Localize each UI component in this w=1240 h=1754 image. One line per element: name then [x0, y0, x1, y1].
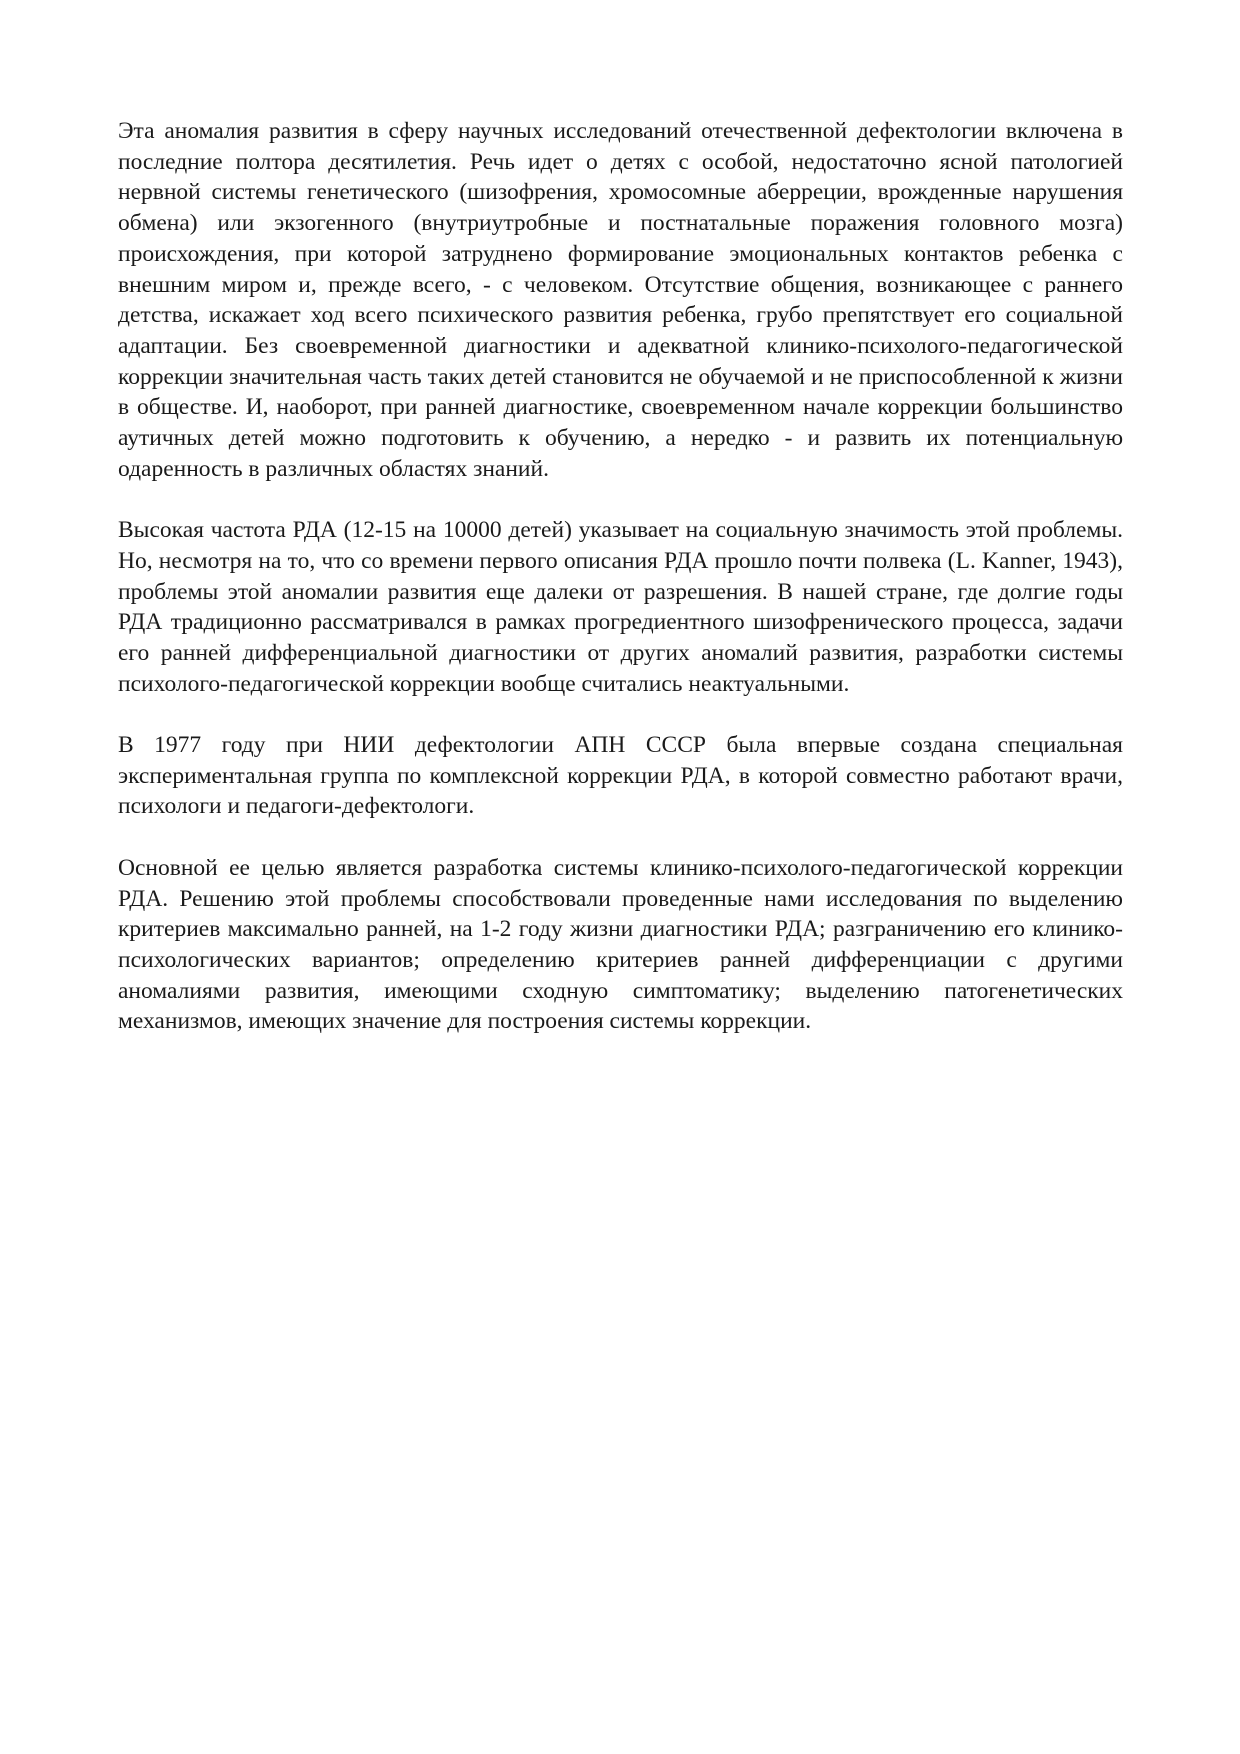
paragraph-4: Основной ее целью является разработка системы клинико-психолого-педагогической коррекции РДА. Решению этой проблемы способствовали проведенные нами исследования по выделению критериев максимально ранней, на 1-2 году жизни диагностики РДА; разграничению его клинико-психологических вариантов; определению критериев ранней дифференциации с другими аномалиями развития, имеющими сходную симптоматику; выделению патогенетических механизмов, имеющих значение для построения системы коррекции.: [118, 854, 1123, 1035]
paragraph-1: Эта аномалия развития в сферу научных исследований отечественной дефектологии включена в последние полтора десятилетия. Речь идет о детях с особой, недостаточно ясной патологией нервной системы генетического (шизофрения, хромосомные аберреции, врожденные нарушения обмена) или экзогенного (внутриутробные и постнатальные поражения головного мозга) происхождения, при которой затруднено формирование эмоциональных контактов ребенка с внешним миром и, прежде всего, - с человеком. Отсутствие общения, возникающее с раннего детства, искажает ход всего психического развития ребенка, грубо препятствует его социальной адаптации. Без своевременной диагностики и адекватной клинико-психолого-педагогической коррекции значительная часть таких детей становится не обучаемой и не приспособленной к жизни в обществе. И, наоборот, при ранней диагностике, своевременном начале коррекции большинство аутичных детей можно подготовить к обучению, а нередко - и развить их потенциальную одаренность в различных областях знаний.: [118, 118, 1123, 482]
paragraph-2: Высокая частота РДА (12-15 на 10000 детей) указывает на социальную значимость этой проблемы. Но, несмотря на то, что со времени первого описания РДА прошло почти полвека (L. Kanner, 1943), проблемы этой аномалии развития еще далеки от разрешения. В нашей стране, где долгие годы РДА традиционно рассматривался в рамках прогредиентного шизофренического процесса, задачи его ранней дифференциальной диагностики от других аномалий развития, разработки системы психолого-педагогической коррекции вообще считались неактуальными.: [118, 517, 1123, 697]
paragraph-3: В 1977 году при НИИ дефектологии АПН СССР была впервые создана специальная экспериментальная группа по комплексной коррекции РДА, в которой совместно работают врачи, психологи и педагоги-дефектологи.: [118, 732, 1123, 820]
document-body: [118, 116, 1123, 1068]
